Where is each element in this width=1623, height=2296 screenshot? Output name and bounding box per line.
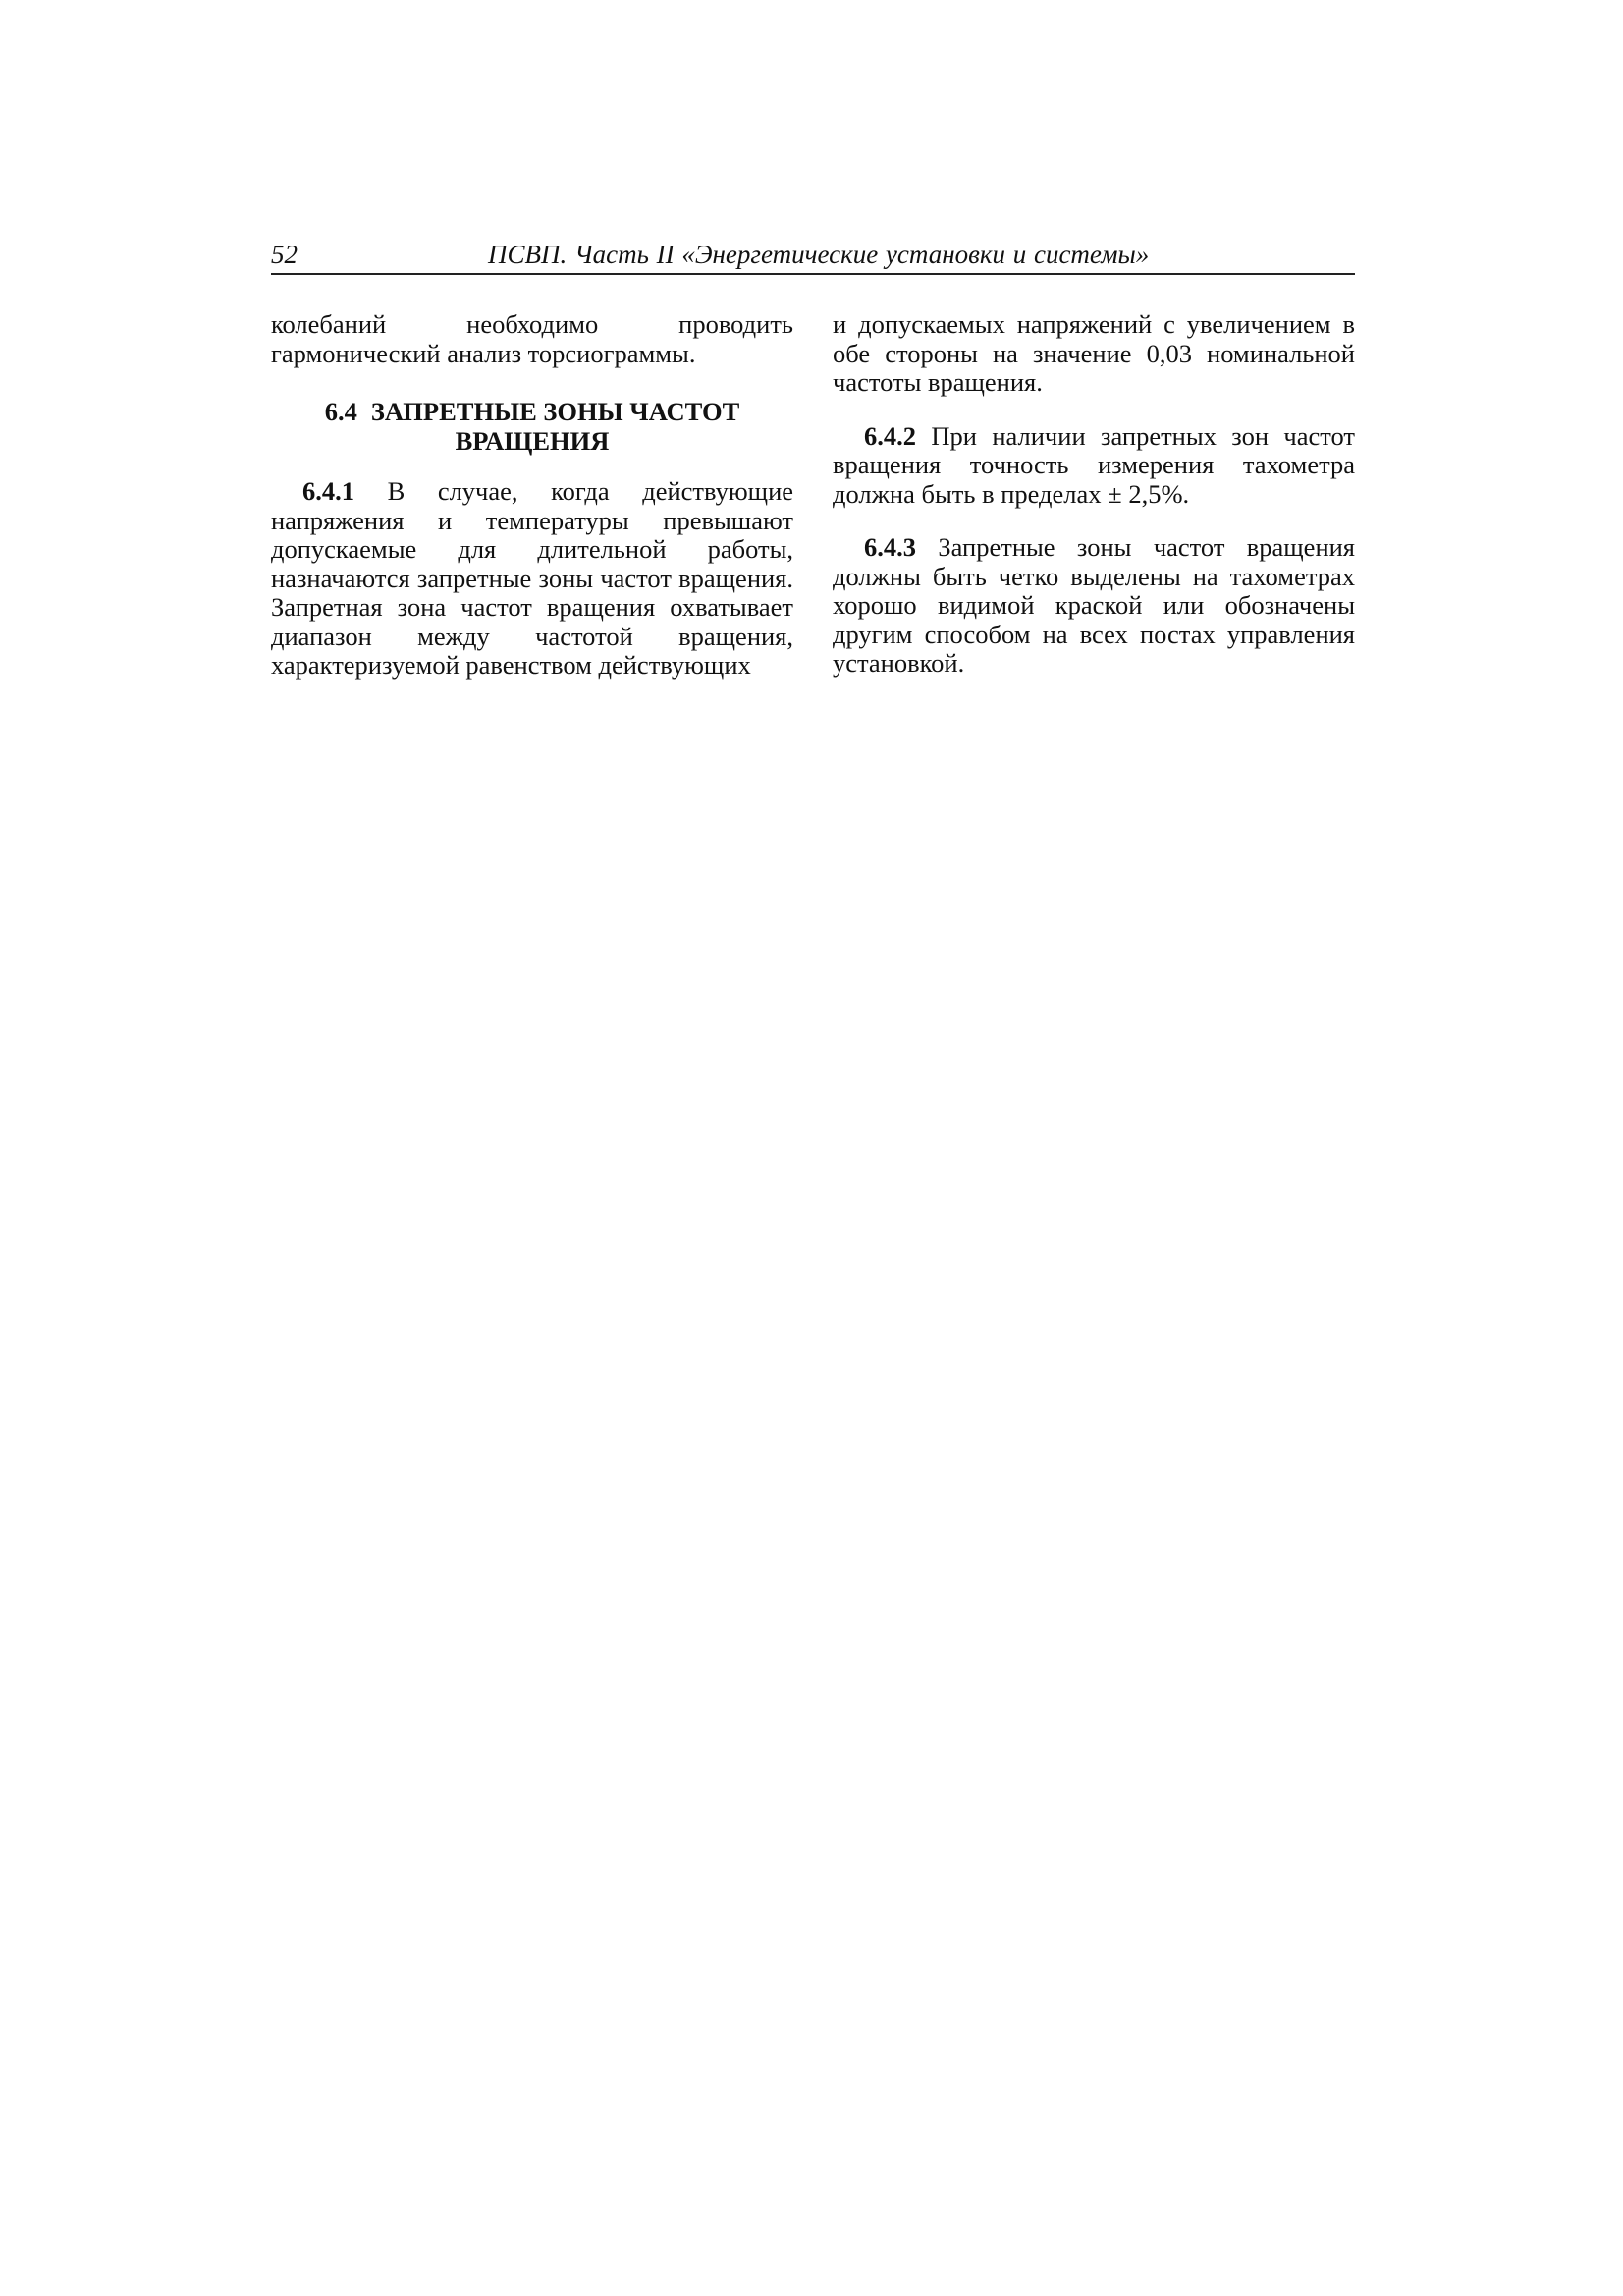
right-column — [833, 310, 1355, 679]
clause-number: 6.4.1 — [302, 476, 354, 506]
section-heading — [271, 398, 793, 456]
running-title: ПСВП. Часть II «Энергетические установки и системы» — [488, 240, 1150, 269]
clause-text: При наличии запретных зон частот вращения точность измерения тахометра должна быть в пределах ± 2,5%. — [833, 420, 1355, 509]
section-heading-line-1 — [271, 398, 793, 427]
section-title-line-2: ВРАЩЕНИЯ — [455, 425, 610, 456]
clause-6-4-3 — [833, 533, 1355, 679]
clause-text: Запретные зоны частот вращения должны быть четко выделены на тахометрах хорошо видимой краской или обозначены другим способом на всех постах управления установкой. — [833, 532, 1355, 678]
clause-text: В случае, когда действующие напряжения и температуры превышают допускаемые для длительной работы, назначаются запретные зоны частот вращения. Запретная зона частот вращения охватывает диапазон между частотой вращения, характеризуемой равенством действующих — [271, 476, 794, 680]
running-header — [271, 240, 1355, 275]
clause-6-4-1 — [271, 477, 793, 681]
continuation-paragraph: колебаний необходимо проводить гармонический анализ торсиограммы. — [271, 309, 793, 368]
section-number: 6.4 — [324, 397, 357, 426]
clause-number: 6.4.3 — [864, 532, 916, 562]
clause-6-4-2 — [833, 422, 1355, 510]
clause-number: 6.4.2 — [864, 420, 916, 451]
page-number: 52 — [271, 240, 298, 269]
left-column — [271, 310, 793, 681]
section-title-line-1: ЗАПРЕТНЫЕ ЗОНЫ ЧАСТОТ — [370, 397, 740, 426]
continuation-paragraph: и допускаемых напряжений с увеличением в обе стороны на значение 0,03 номинальной частоты вращения. — [833, 309, 1355, 397]
